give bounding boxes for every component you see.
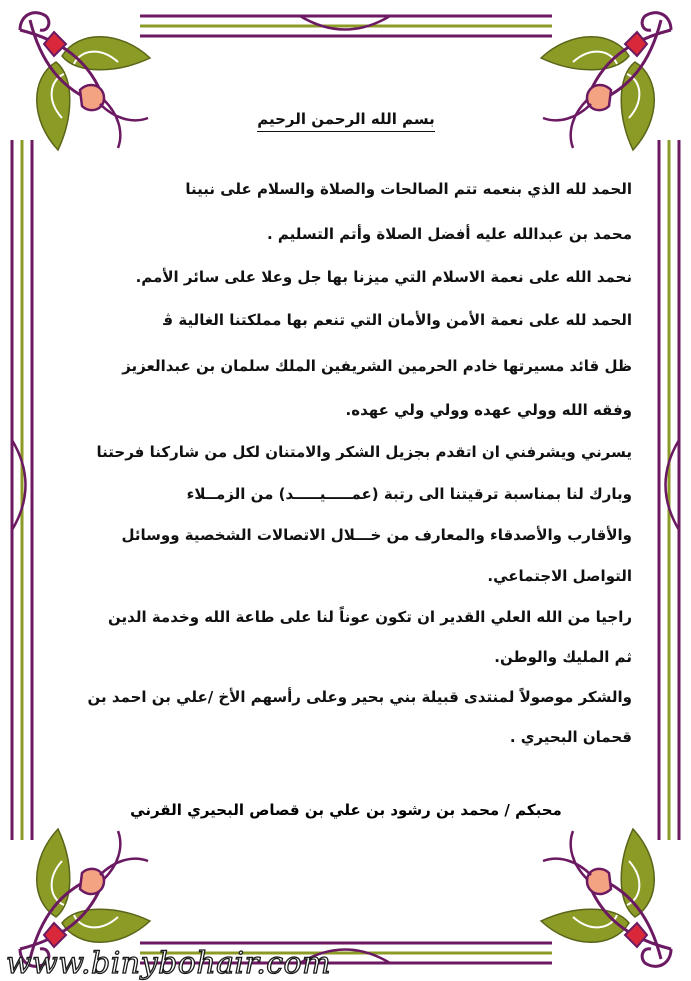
basmala-heading bbox=[60, 110, 632, 128]
signature-line: محبكم / محمد بن رشود بن علي بن قصاص البحيري القرني bbox=[130, 801, 562, 819]
basmala-text: بسم الله الرحمن الرحيم bbox=[257, 110, 435, 132]
text-line: التواصل الاجتماعي. bbox=[487, 567, 632, 585]
text-line: نحمد الله على نعمة الاسلام التي ميزنا بها جل وعلا على سائر الأمم. bbox=[135, 268, 632, 286]
text-line: ظل قائد مسيرتها خادم الحرمين الشريفين الملك سلمان بن عبدالعزيز bbox=[122, 357, 632, 375]
text-line: وبارك لنا بمناسبة ترقيتنا الى رتبة (عمـــــيـــــد) من الزمــلاء bbox=[186, 485, 632, 503]
text-line: ثم المليك والوطن. bbox=[494, 648, 632, 666]
text-line: الحمد لله على نعمة الأمن والأمان التي تنعم بها مملكتنا الغالية ﭬ bbox=[163, 311, 632, 329]
letter-body bbox=[60, 100, 632, 746]
floral-corner-ornament-icon bbox=[541, 829, 671, 966]
site-watermark: www.binybohair.com bbox=[6, 946, 332, 981]
text-line: وفقه الله وولي عهده وولي ولي عهده. bbox=[345, 401, 632, 419]
text-line: راجيا من الله العلي القدير ان تكون عوناً لنا على طاعة الله وخدمة الدين bbox=[108, 608, 632, 626]
text-line: والشكر موصولاً لمنتدى قبيلة بني بحير وعلى رأسهم الأخ /علي بن احمد بن bbox=[87, 688, 632, 706]
text-line: قحمان البحيري . bbox=[509, 728, 632, 746]
text-line: والأقارب والأصدقاء والمعارف من خـــلال الاتصالات الشخصية ووسائل bbox=[121, 526, 632, 544]
text-line: الحمد لله الذي بنعمه تتم الصالحات والصلاة والسلام على نبينا bbox=[185, 180, 632, 198]
text-line: محمد بن عبدالله عليه أفضل الصلاة وأتم التسليم . bbox=[266, 225, 632, 243]
text-line: يسرني ويشرفني ان اتقدم بجزيل الشكر والامتنان لكل من شاركنا فرحتنا bbox=[96, 443, 632, 461]
